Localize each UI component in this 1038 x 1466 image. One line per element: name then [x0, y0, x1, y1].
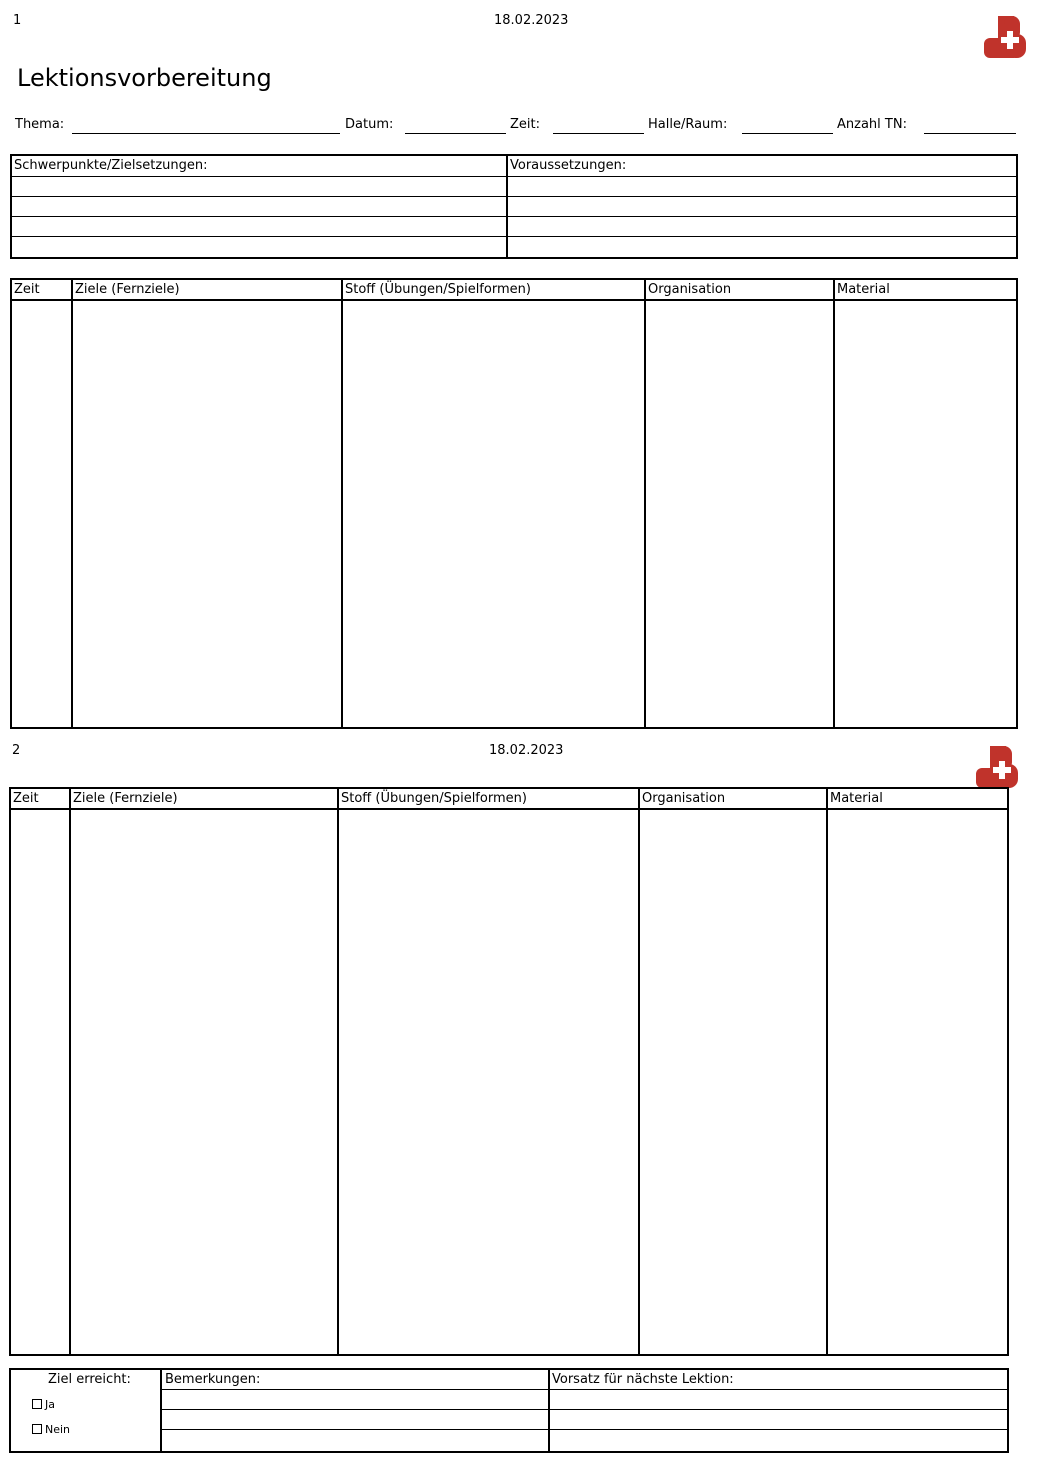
page-title: Lektionsvorbereitung — [17, 64, 272, 92]
evaluation-box — [9, 1368, 1009, 1453]
vorsatz-header: Vorsatz für nächste Lektion: — [552, 1372, 734, 1387]
col-header-stoff: Stoff (Übungen/Spielformen) — [345, 282, 531, 297]
plan-table-2-col-divider — [337, 787, 339, 1356]
zeit-field[interactable] — [553, 133, 644, 134]
plan-table-1-col-divider — [644, 278, 646, 729]
js-logo-icon — [984, 16, 1028, 58]
evaluation-divider — [160, 1368, 162, 1453]
bemerkungen-header: Bemerkungen: — [165, 1372, 261, 1387]
ziel-erreicht-label: Ziel erreicht: — [48, 1372, 131, 1387]
plan-table-2-col-divider — [69, 787, 71, 1356]
col-header-organisation: Organisation — [642, 791, 726, 806]
anzahl-tn-label: Anzahl TN: — [837, 117, 907, 132]
datum-field[interactable] — [405, 133, 506, 134]
col-header-material: Material — [830, 791, 883, 806]
plan-table-1-col-divider — [71, 278, 73, 729]
thema-label: Thema: — [15, 117, 65, 132]
plan-table-2-col-divider — [826, 787, 828, 1356]
nein-label: Nein — [45, 1423, 71, 1436]
datum-label: Datum: — [345, 117, 394, 132]
js-logo-icon — [976, 746, 1020, 788]
goals-line[interactable] — [12, 196, 1016, 197]
page-date-2: 18.02.2023 — [489, 743, 564, 758]
col-header-ziele: Ziele (Fernziele) — [73, 791, 178, 806]
goals-line[interactable] — [12, 216, 1016, 217]
col-header-zeit: Zeit — [14, 282, 40, 297]
page-number-1: 1 — [13, 13, 22, 28]
plan-table-2-header-rule — [9, 808, 1009, 810]
col-header-organisation: Organisation — [648, 282, 732, 297]
halle-raum-label: Halle/Raum: — [648, 117, 728, 132]
page-date-1: 18.02.2023 — [494, 13, 569, 28]
goals-line[interactable] — [12, 176, 1016, 177]
plan-table-2 — [9, 787, 1009, 1356]
col-header-material: Material — [837, 282, 890, 297]
plan-table-2-col-divider — [638, 787, 640, 1356]
evaluation-line[interactable] — [162, 1429, 1007, 1430]
plan-table-1-col-divider — [341, 278, 343, 729]
anzahl-tn-field[interactable] — [924, 133, 1016, 134]
evaluation-line[interactable] — [162, 1409, 1007, 1410]
zeit-label: Zeit: — [510, 117, 540, 132]
page-number-2: 2 — [12, 743, 21, 758]
evaluation-line[interactable] — [162, 1389, 1007, 1390]
evaluation-divider — [548, 1368, 550, 1453]
col-header-zeit: Zeit — [13, 791, 39, 806]
thema-field[interactable] — [72, 133, 340, 134]
schwerpunkte-header: Schwerpunkte/Zielsetzungen: — [14, 158, 208, 173]
col-header-stoff: Stoff (Übungen/Spielformen) — [341, 791, 527, 806]
plan-table-1-header-rule — [10, 299, 1018, 301]
col-header-ziele: Ziele (Fernziele) — [75, 282, 180, 297]
halle-raum-field[interactable] — [742, 133, 833, 134]
goals-line[interactable] — [12, 236, 1016, 237]
ja-label: Ja — [45, 1398, 55, 1411]
plan-table-1 — [10, 278, 1018, 729]
goals-box-divider — [506, 154, 508, 259]
plan-table-1-col-divider — [833, 278, 835, 729]
nein-checkbox[interactable] — [32, 1424, 42, 1434]
ja-checkbox[interactable] — [32, 1399, 42, 1409]
voraussetzungen-header: Voraussetzungen: — [510, 158, 627, 173]
